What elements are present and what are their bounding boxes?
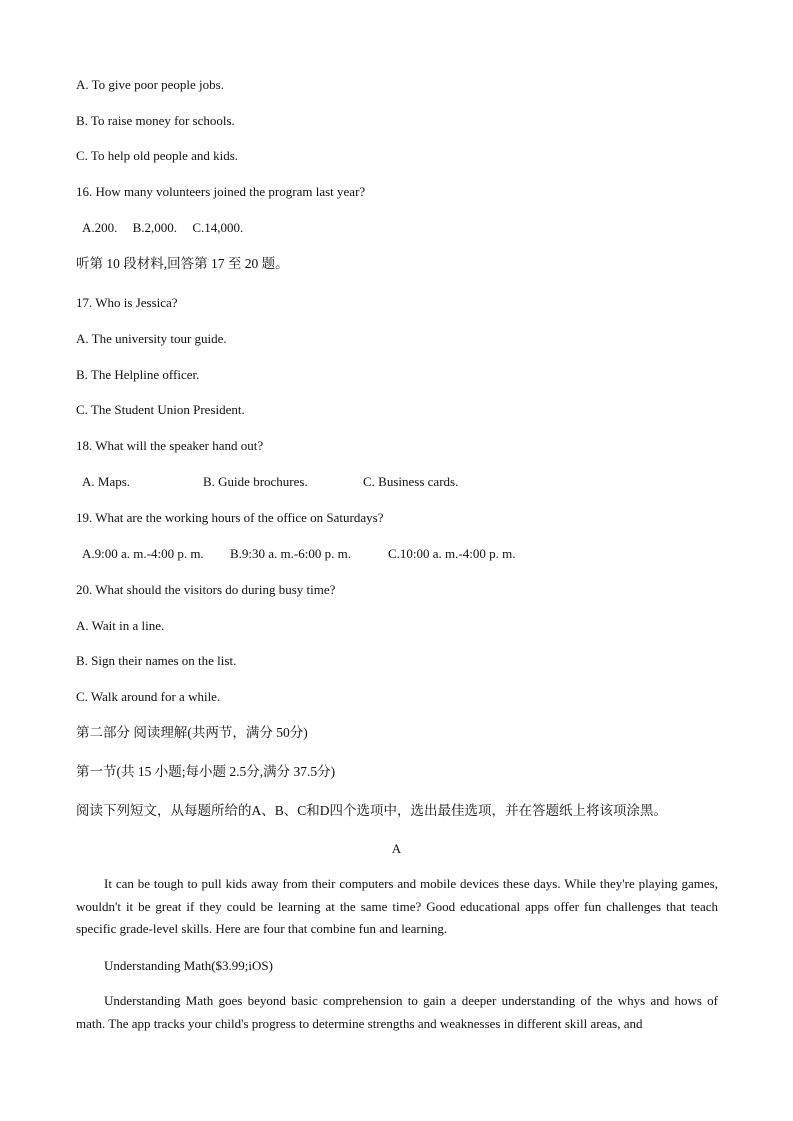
q18-option-a: A. Maps. [82,474,131,489]
q19-option-c: C.10:00 a. m.-4:00 p. m. [388,546,516,561]
reading-instruction: 阅读下列短文，从每题所给的A、B、C和D四个选项中，选出最佳选项，并在答题纸上将该项涂黑。 [76,803,668,818]
q20-option-c: C. Walk around for a while. [76,689,221,704]
passage-paragraph-2: Understanding Math goes beyond basic comprehension to gain a deeper understanding of the whys and hows of math. The app tracks your child's progress to determine strengths and weaknesses in different skill areas, and [76,993,718,1031]
q19-option-b: B.9:30 a. m.-6:00 p. m. [230,546,351,561]
passage-paragraph-1: It can be tough to pull kids away from their computers and mobile devices these days. While they're playing games, wouldn't it be great if they could be learning at the same time? Good educational apps offer fun challenges that teach specific grade-level skills. Here are four that combine fun and learning. [76,876,718,936]
q20-question: 20. What should the visitors do during busy time? [76,582,336,597]
q20-option-b: B. Sign their names on the list. [76,653,237,668]
q16-option-a: A.200. [82,220,118,235]
q17-option-c: C. The Student Union President. [76,402,245,417]
q15-option-b: B. To raise money for schools. [76,113,235,128]
app1-title: Understanding Math($3.99;iOS) [104,958,273,973]
q15-option-c: C. To help old people and kids. [76,148,239,163]
q18-question: 18. What will the speaker hand out? [76,438,264,453]
section1-title: 第一节(共 15 小题;每小题 2.5分,满分 37.5分) [76,764,336,779]
section10-instruction: 听第 10 段材料,回答第 17 至 20 题。 [76,256,289,271]
part2-title: 第二部分 阅读理解(共两节，满分 50分) [76,725,308,740]
q17-option-b: B. The Helpline officer. [76,367,200,382]
q19-option-a: A.9:00 a. m.-4:00 p. m. [82,546,204,561]
q18-option-b: B. Guide brochures. [203,474,308,489]
q17-question: 17. Who is Jessica? [76,295,178,310]
q16-option-b: B.2,000. [132,220,178,235]
q17-option-a: A. The university tour guide. [76,331,227,346]
passage-label: A [391,841,402,856]
q18-option-c: C. Business cards. [363,474,459,489]
q16-options [82,220,243,236]
q20-option-a: A. Wait in a line. [76,618,165,633]
q19-question: 19. What are the working hours of the office on Saturdays? [76,510,384,525]
q15-option-a: A. To give poor people jobs. [76,77,224,92]
q16-option-c: C.14,000. [192,220,244,235]
q16-question: 16. How many volunteers joined the program last year? [76,184,366,199]
